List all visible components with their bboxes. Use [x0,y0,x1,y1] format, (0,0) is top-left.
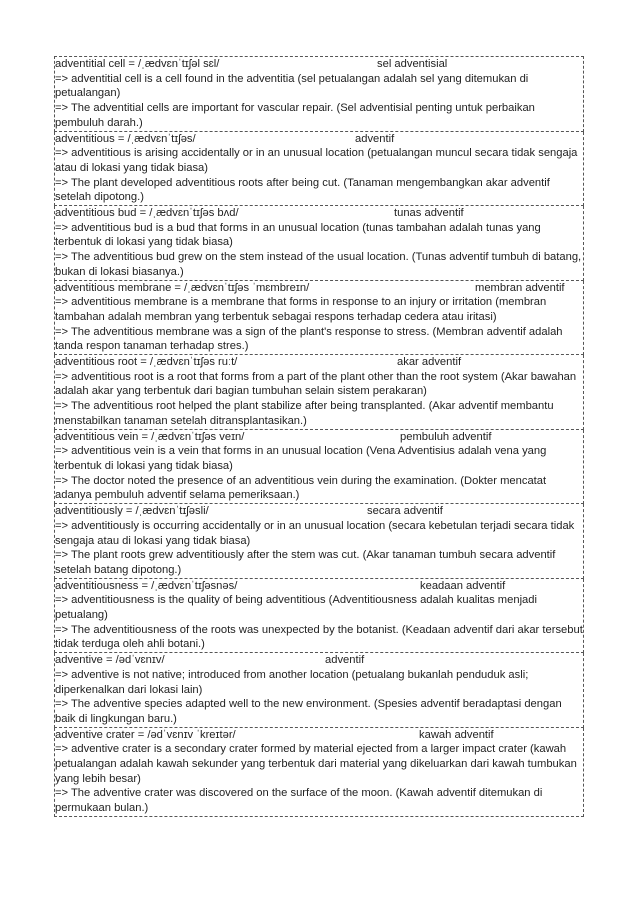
entry-translation: adventif [325,654,365,667]
entry-header [55,206,583,221]
entry-example: => The adventitious membrane was a sign of the plant's response to stress. (Membran adventif adalah tanda respon tanaman terhadap stres.) [55,325,563,353]
entry-adventitiousness [54,579,584,654]
entry-definition: => adventive is not native; introduced from another location (petualang bukanlah penduduk asli; diperkenalkan dari lokasi lain) [55,668,529,696]
entry-adventitious [54,132,584,207]
entry-adventitial-cell [54,56,584,132]
entry-definition: => adventitious is arising accidentally or in an unusual location (petualangan muncul secara tidak sengaja atau di lokasi yang tidak biasa) [55,147,578,174]
entry-translation: tunas adventif [394,207,464,220]
entry-translation: sel adventisial [377,58,448,70]
entry-term: adventitious bud = /ˌædvɛnˈtɪʃəs bʌd/ [55,207,239,220]
entry-example: => The adventive species adapted well to the new environment. (Spesies adventif beradaptasi dengan baik di lingkungan baru.) [55,698,562,725]
entry-example: => The adventitiousness of the roots was unexpected by the botanist. (Keadaan adventif dari akar tersebut tidak terduga oleh ahli botani.) [55,623,583,651]
entry-term: adventitiousness = /ˌædvɛnˈtɪʃəsnəs/ [55,579,238,592]
entry-header [55,728,583,743]
dictionary-page [54,56,584,817]
entry-term: adventitious root = /ˌædvɛnˈtɪʃəs ruːt/ [55,356,238,369]
entry-translation: secara adventif [367,505,443,518]
entry-translation: pembuluh adventif [400,430,492,443]
entry-term: adventive crater = /ədˈvɛnɪv ˈkreɪtər/ [55,728,236,741]
entry-header [55,132,583,147]
entry-example: => The plant roots grew adventitiously after the stem was cut. (Akar tanaman tumbuh secara adventif setelah batang dipotong.) [55,549,556,576]
entry-term: adventitiously = /ˌædvɛnˈtɪʃəsli/ [55,505,209,518]
entry-translation: membran adventif [475,281,565,294]
entry-adventitious-membrane [54,281,584,356]
entry-definition: => adventitiously is occurring accidentally or in an unusual location (secara kebetulan terjadi secara tidak sengaja atau di lokasi yang tidak biasa) [55,519,575,547]
entry-example: => The adventitious root helped the plant stabilize after being transplanted. (Akar adventif membantu menstabilkan tanaman setelah ditransplantasikan.) [55,400,554,427]
entry-definition: => adventitiousness is the quality of being adventitious (Adventitiousness adalah kualitas menjadi petualang) [55,594,537,622]
entry-definition: => adventitious bud is a bud that forms in an unusual location (tunas tambahan adalah tunas yang terbentuk di lokasi yang tidak biasa) [55,221,541,249]
entry-example: => The adventive crater was discovered on the surface of the moon. (Kawah adventif ditemukan di permukaan bulan.) [55,787,543,815]
entry-term: adventitious = /ˌædvɛnˈtɪʃəs/ [55,132,196,145]
entry-adventive-crater [54,728,584,817]
entry-adventitious-root [54,355,584,430]
entry-adventitiously [54,504,584,579]
entry-example: => The doctor noted the presence of an adventitious vein during the examination. (Dokter mencatat adanya pembuluh adventif selama pemeriksaan.) [55,474,547,502]
entry-header [55,57,583,72]
entry-term: adventive = /ədˈvɛnɪv/ [55,654,165,667]
entry-header [55,504,583,519]
entry-definition: => adventitious root is a root that forms from a part of the plant other than the root system (Akar bawahan adalah akar yang terbentuk dari bagian tumbuhan selain sistem perakaran) [55,370,577,398]
entry-definition: => adventitious membrane is a membrane that forms in response to an injury or irritation (membran tambahan adalah membran yang terbentuk sebagai respons terhadap cedera atau iritasi) [55,296,547,323]
entry-example: => The plant developed adventitious roots after being cut. (Tanaman mengembangkan akar adventif setelah dipotong.) [55,176,550,204]
entry-header [55,281,583,296]
entry-term: adventitious membrane = /ˌædvɛnˈtɪʃəs ˈmɛmbreɪn/ [55,281,310,294]
entry-header [55,355,583,370]
entry-adventitious-bud [54,206,584,281]
entry-translation: adventif [355,132,395,145]
entry-translation: akar adventif [397,356,462,369]
entry-definition: => adventive crater is a secondary crater formed by material ejected from a larger impact crater (kawah petualangan adalah kawah sekunder yang terbentuk dari material yang dikeluarkan dari kawah tumbukan yang lebih besar) [55,743,577,785]
entry-translation: keadaan adventif [420,579,506,592]
entry-adventitious-vein [54,430,584,505]
entry-definition: => adventitious vein is a vein that forms in an unusual location (Vena Adventisius adalah vena yang terbentuk di lokasi yang tidak biasa) [55,445,547,472]
entry-header [55,653,583,668]
entry-adventive [54,653,584,728]
entry-term: adventitious vein = /ˌædvɛnˈtɪʃəs veɪn/ [55,430,245,443]
entry-header [55,579,583,594]
entry-term: adventitial cell = /ˌædvɛnˈtɪʃəl sɛl/ [55,58,220,70]
entry-translation: kawah adventif [419,728,494,741]
entry-example: => The adventitial cells are important for vascular repair. (Sel adventisial penting untuk perbaikan pembuluh darah.) [55,102,535,129]
entry-header [55,430,583,445]
entry-example: => The adventitious bud grew on the stem instead of the usual location. (Tunas adventif tumbuh di batang, bukan di lokasi biasanya.) [55,251,582,278]
entry-definition: => adventitial cell is a cell found in the adventitia (sel petualangan adalah sel yang ditemukan di petualangan) [55,72,529,100]
